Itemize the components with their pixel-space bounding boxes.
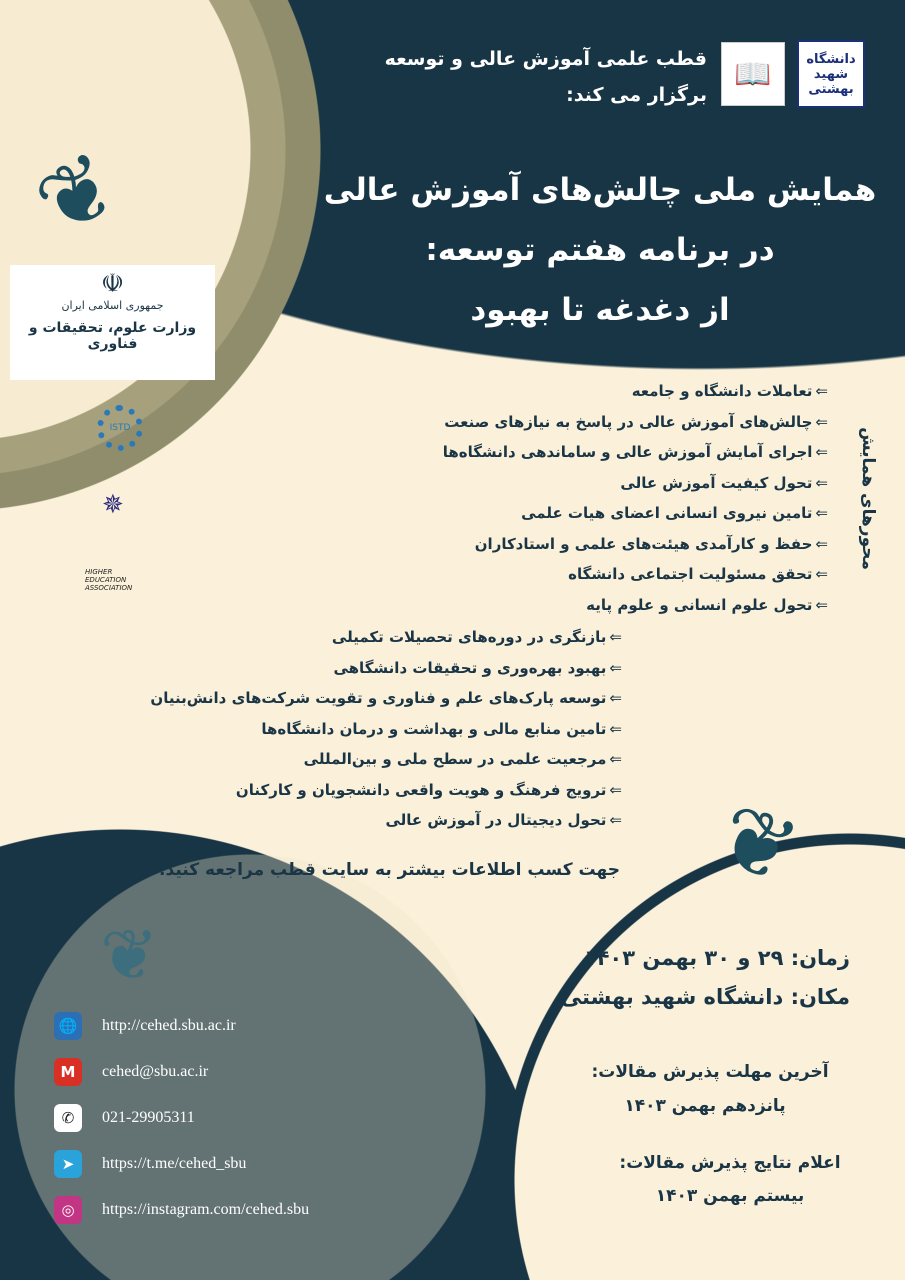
ministry-line2: وزارت علوم، تحقیقات و فناوری [28, 320, 197, 352]
deadline-value: پانزدهم بهمن ۱۴۰۳ [624, 1096, 786, 1116]
arrow-icon: ⇐ [815, 382, 828, 400]
arrow-icon: ⇐ [609, 750, 622, 768]
title-line3: از دغدغه تا بهبود [470, 292, 730, 328]
topic-item [475, 535, 828, 553]
topic-item [586, 596, 828, 614]
contact-item[interactable] [54, 1104, 195, 1132]
arrow-icon: ⇐ [609, 780, 622, 799]
title-line1: همایش ملی چالش‌های آموزش عالی [323, 172, 877, 208]
contact-text[interactable]: https://t.me/cehed_sbu [102, 1155, 247, 1172]
arrow-icon: ⇐ [815, 565, 828, 583]
organizer-line1: قطب علمی آموزش عالی و توسعه [384, 48, 707, 70]
topic-item [444, 413, 828, 431]
topic-text: تامین منابع مالی و بهداشت و درمان دانشگاه‌ها [261, 719, 607, 738]
topic-item [332, 628, 622, 646]
results-value: بیستم بهمن ۱۴۰۳ [655, 1186, 805, 1206]
arrow-icon: ⇐ [609, 689, 622, 707]
topic-text: تامین نیروی انسانی اعضای هیات علمی [521, 504, 813, 522]
arrow-icon: ⇐ [815, 595, 828, 614]
arrow-icon: ⇐ [609, 719, 622, 738]
gmail-icon: M [54, 1058, 82, 1086]
topic-text: اجرای آمایش آموزش عالی و ساماندهی دانشگاه‌ها [442, 443, 813, 461]
contact-text[interactable]: 021-29905311 [102, 1109, 195, 1126]
topic-item [632, 382, 828, 400]
association-logo: ✵ [102, 490, 124, 520]
event-time: زمان: ۲۹ و ۳۰ بهمن ۱۴۰۳ [583, 946, 850, 970]
topic-text: بهبود بهره‌وری و تحقیقات دانشگاهی [333, 658, 607, 677]
leaf-branch-icon: ❦ [18, 130, 137, 259]
center-logo: 📖 [721, 42, 785, 106]
arrow-icon: ⇐ [609, 658, 622, 677]
topic-text: مرجعیت علمی در سطح ملی و بین‌المللی [303, 750, 607, 768]
topic-item [150, 689, 622, 707]
results-label: اعلام نتایج پذیرش مقالات: [619, 1153, 841, 1173]
contact-item[interactable] [54, 1196, 309, 1224]
contact-item[interactable] [54, 1012, 236, 1040]
phone-icon: ✆ [54, 1104, 82, 1132]
sbu-logo: دانشگاه شهید بهشتی [797, 40, 865, 108]
leaf-branch-icon: ❦ [704, 782, 812, 907]
arrow-icon: ⇐ [815, 504, 828, 522]
topic-text: ترویج فرهنگ و هویت واقعی دانشجویان و کارکنان [235, 780, 607, 799]
topic-text: توسعه پارک‌های علم و فناوری و تقویت شرکت‌های دانش‌بنیان [150, 689, 607, 707]
contact-item[interactable] [54, 1058, 208, 1086]
contact-text[interactable]: http://cehed.sbu.ac.ir [102, 1017, 236, 1034]
topic-item [304, 750, 622, 768]
topics-label: محورهای همایش [858, 427, 878, 570]
arrow-icon: ⇐ [815, 443, 828, 461]
topic-text: چالش‌های آموزش عالی در پاسخ به نیازهای صنعت [444, 412, 813, 431]
ministry-line1: جمهوری اسلامی ایران [61, 299, 164, 312]
topic-text: تعاملات دانشگاه و جامعه [631, 382, 813, 400]
topic-item [443, 443, 828, 461]
organizer-line2: برگزار می کند: [566, 84, 707, 106]
arrow-icon: ⇐ [815, 534, 828, 553]
title-line2: در برنامه هفتم توسعه: [425, 232, 775, 268]
topic-item [385, 811, 622, 829]
arrow-icon: ⇐ [815, 473, 828, 492]
leaf-branch-icon: ❦ [100, 914, 159, 996]
topic-item [620, 474, 828, 492]
higher-education-logo: HIGHER EDUCATION ASSOCIATION [85, 568, 133, 592]
topic-item [236, 781, 622, 799]
arrow-icon: ⇐ [609, 628, 622, 646]
topic-item [568, 565, 828, 583]
topic-text: تحقق مسئولیت اجتماعی دانشگاه [568, 565, 813, 583]
deadline-label: آخرین مهلت پذیرش مقالات: [591, 1062, 829, 1082]
topic-text: تحول دیجیتال در آموزش عالی [385, 811, 607, 829]
telegram-icon: ➤ [54, 1150, 82, 1178]
topic-text: تحول کیفیت آموزش عالی [620, 473, 813, 492]
contact-item[interactable] [54, 1150, 246, 1178]
arrow-icon: ⇐ [815, 412, 828, 431]
more-info-text: جهت کسب اطلاعات بیشتر به سایت قطب مراجعه کنید. [159, 860, 620, 880]
istd-logo: ISTD [97, 405, 143, 451]
topic-item [333, 659, 622, 677]
contact-text[interactable]: https://instagram.com/cehed.sbu [102, 1201, 310, 1218]
topic-text: حفظ و کارآمدی هیئت‌های علمی و استادکاران [474, 534, 813, 553]
arrow-icon: ⇐ [609, 811, 622, 829]
topic-text: تحول علوم انسانی و علوم پایه [586, 595, 813, 614]
instagram-icon: ◎ [54, 1196, 82, 1224]
topic-item [521, 504, 828, 522]
ministry-logo [10, 265, 215, 380]
iran-emblem-icon: ☫ [100, 269, 125, 299]
topic-item [261, 720, 622, 738]
globe-icon: 🌐 [54, 1012, 82, 1040]
contact-text[interactable]: cehed@sbu.ac.ir [102, 1063, 209, 1080]
topic-text: بازنگری در دوره‌های تحصیلات تکمیلی [331, 628, 607, 646]
event-place: مکان: دانشگاه شهید بهشتی [560, 985, 850, 1009]
